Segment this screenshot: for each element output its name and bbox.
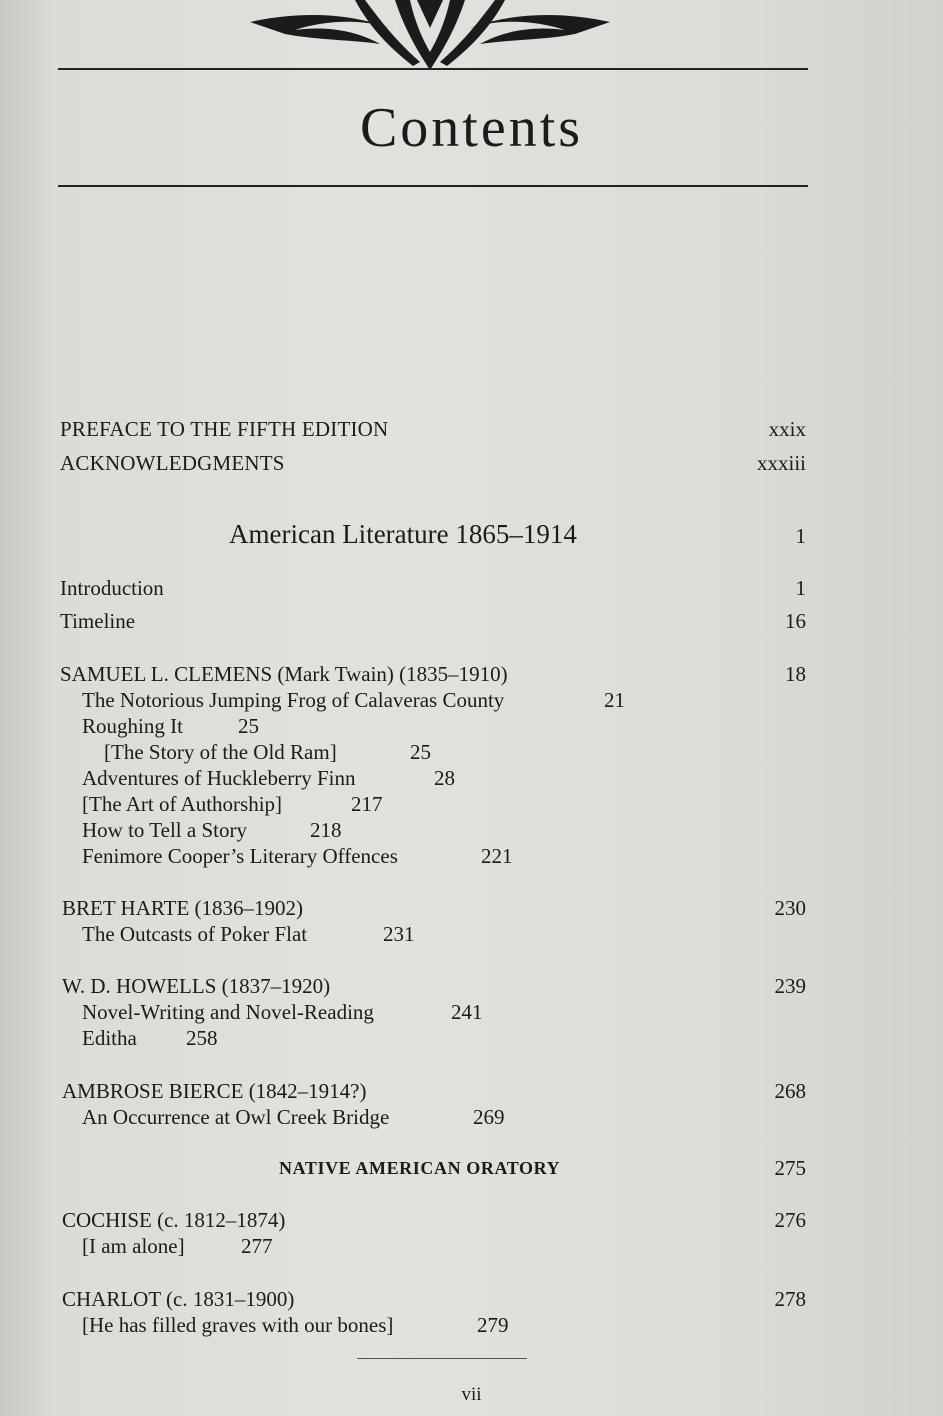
work-i-am-alone-page: 277 — [241, 1234, 273, 1258]
author-cochise: COCHISE (c. 1812–1874) — [62, 1208, 286, 1232]
work-editha-page: 258 — [186, 1026, 218, 1050]
work-filled-graves-page: 279 — [477, 1313, 509, 1337]
work-tell-a-story-page: 218 — [310, 818, 342, 842]
work-huckleberry-finn: Adventures of Huckleberry Finn — [82, 766, 356, 790]
work-old-ram-page: 25 — [410, 740, 431, 764]
toc-page-preface: xxix — [768, 417, 806, 441]
ornament-icon — [245, 0, 615, 72]
author-bierce: AMBROSE BIERCE (1842–1914?) — [62, 1079, 367, 1103]
work-jumping-frog-page: 21 — [604, 688, 625, 712]
author-clemens-page: 18 — [785, 662, 806, 686]
work-jumping-frog: The Notorious Jumping Frog of Calaveras County — [82, 688, 505, 712]
work-novel-writing: Novel-Writing and Novel-Reading — [82, 1000, 374, 1024]
author-clemens: SAMUEL L. CLEMENS (Mark Twain) (1835–1910) — [60, 662, 508, 686]
work-poker-flat: The Outcasts of Poker Flat — [82, 922, 308, 946]
author-charlot-page: 278 — [774, 1287, 806, 1311]
work-cooper-offences-page: 221 — [481, 844, 513, 868]
top-rule — [58, 68, 808, 70]
author-cochise-page: 276 — [774, 1208, 806, 1232]
page-title: Contents — [359, 97, 584, 159]
work-i-am-alone: [I am alone] — [82, 1234, 185, 1258]
toc-entry-acknowledgments: ACKNOWLEDGMENTS — [60, 451, 285, 475]
work-owl-creek-page: 269 — [473, 1105, 505, 1129]
toc-entry-preface: PREFACE TO THE FIFTH EDITION — [60, 417, 389, 441]
work-owl-creek: An Occurrence at Owl Creek Bridge — [82, 1105, 390, 1129]
author-howells: W. D. HOWELLS (1837–1920) — [62, 974, 331, 998]
title-rule — [58, 185, 808, 187]
work-roughing-it: Roughing It — [82, 714, 183, 738]
author-harte-page: 230 — [774, 896, 806, 920]
work-poker-flat-page: 231 — [383, 922, 415, 946]
toc-entry-introduction: Introduction — [60, 576, 164, 600]
toc-entry-timeline: Timeline — [60, 609, 136, 633]
work-art-of-authorship-page: 217 — [351, 792, 383, 816]
section-heading: American Literature 1865–1914 — [229, 519, 577, 549]
work-filled-graves: [He has filled graves with our bones] — [82, 1313, 394, 1337]
subsection-oratory: NATIVE AMERICAN ORATORY — [279, 1158, 561, 1178]
author-charlot: CHARLOT (c. 1831–1900) — [62, 1287, 295, 1311]
toc-page-acknowledgments: xxxiii — [756, 451, 806, 475]
work-huckleberry-finn-page: 28 — [434, 766, 455, 790]
author-harte: BRET HARTE (1836–1902) — [62, 896, 304, 920]
work-novel-writing-page: 241 — [451, 1000, 483, 1024]
page-number: vii — [461, 1384, 482, 1405]
work-tell-a-story: How to Tell a Story — [82, 818, 247, 842]
work-cooper-offences: Fenimore Cooper’s Literary Offences — [82, 844, 398, 868]
footer-rule — [357, 1358, 527, 1359]
toc-page-timeline: 16 — [785, 609, 806, 633]
work-art-of-authorship: [The Art of Authorship] — [82, 792, 283, 816]
author-bierce-page: 268 — [774, 1079, 806, 1103]
work-roughing-it-page: 25 — [238, 714, 259, 738]
subsection-oratory-page: 275 — [774, 1156, 806, 1180]
work-old-ram: [The Story of the Old Ram] — [104, 740, 337, 764]
work-editha: Editha — [82, 1026, 137, 1050]
author-howells-page: 239 — [774, 974, 806, 998]
toc-page-introduction: 1 — [795, 576, 806, 600]
section-page: 1 — [795, 524, 806, 548]
